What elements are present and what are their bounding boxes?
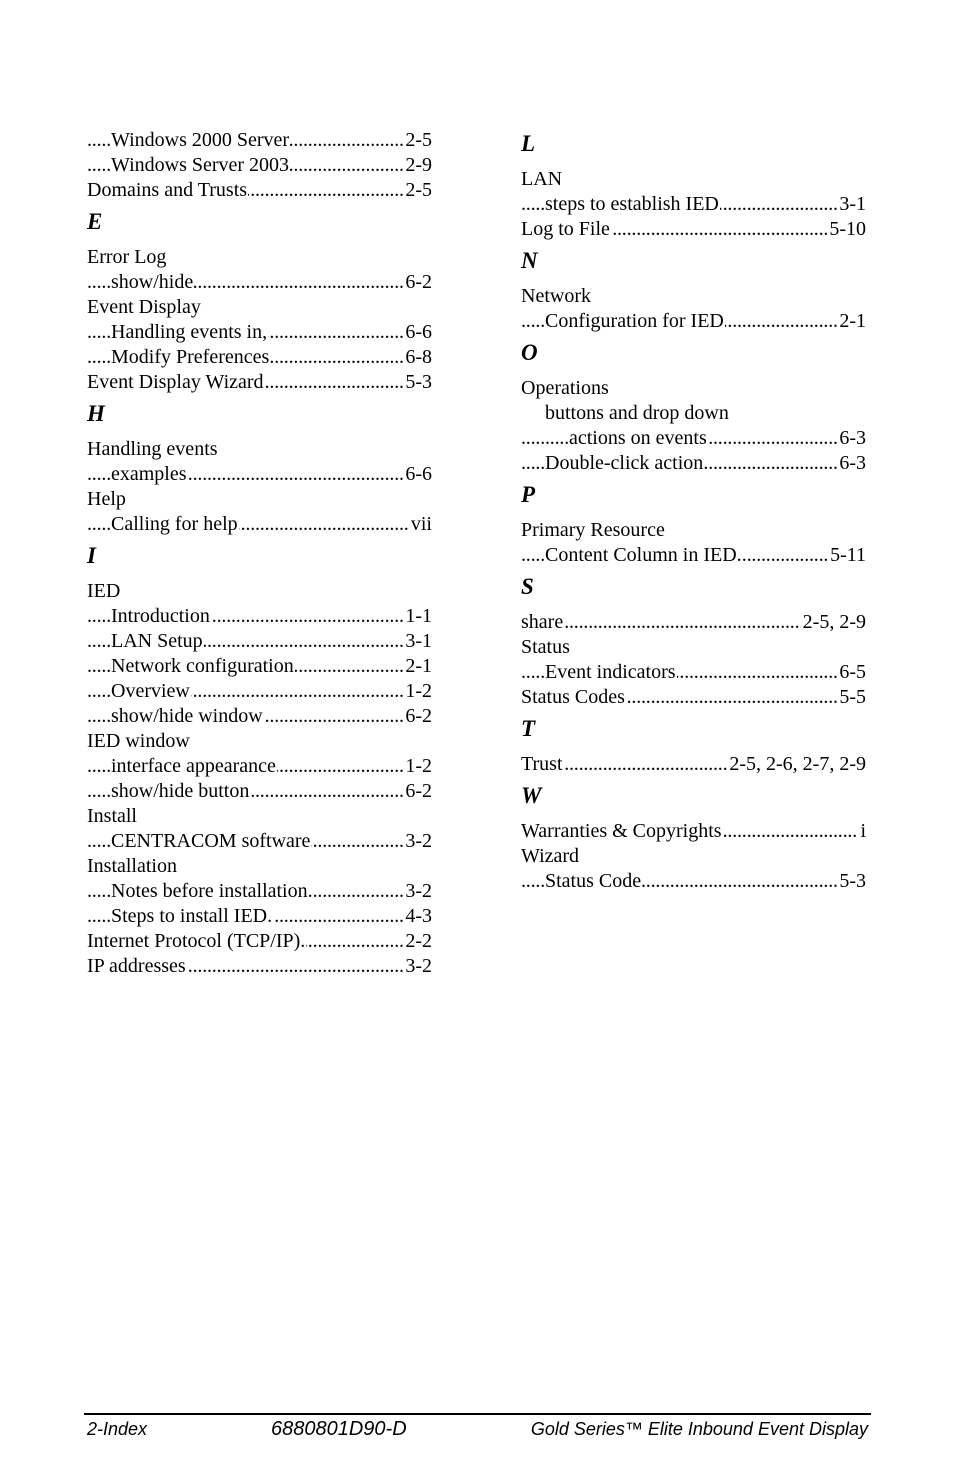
- index-entry: [521, 844, 866, 869]
- index-entry: [521, 518, 866, 543]
- index-page-ref: 2-1: [405, 655, 432, 677]
- index-entry: [521, 451, 866, 476]
- index-page-ref: 3-2: [405, 955, 432, 977]
- index-column-right: [521, 128, 866, 894]
- index-page-ref: 6-6: [405, 321, 432, 343]
- index-entry: [87, 654, 432, 679]
- index-section-letter: P: [521, 482, 536, 507]
- index-term: Event Display Wizard: [87, 371, 264, 393]
- index-term: Steps to install IED.: [111, 905, 273, 927]
- index-term: examples: [111, 463, 187, 485]
- index-section-letter: W: [521, 783, 542, 808]
- index-term: Network: [521, 285, 591, 307]
- index-entry: [87, 270, 432, 295]
- index-page-ref: 5-11: [830, 544, 866, 566]
- index-term: Wizard: [521, 845, 580, 867]
- index-page-ref: 6-2: [405, 271, 432, 293]
- index-term: LAN: [521, 168, 563, 190]
- index-term: IP addresses: [87, 955, 186, 977]
- index-entry: [87, 370, 432, 395]
- index-entry: [87, 320, 432, 345]
- index-term: Trust: [521, 753, 563, 775]
- index-entry: [87, 879, 432, 904]
- index-entry: [87, 579, 432, 604]
- index-term: Notes before installation.: [111, 880, 313, 902]
- index-page-ref: 6-6: [405, 463, 432, 485]
- index-term: Internet Protocol (TCP/IP).: [87, 930, 306, 952]
- index-page-ref: 6-5: [839, 661, 866, 683]
- index-page-ref: 2-5, 2-6, 2-7, 2-9: [729, 753, 866, 775]
- index-section-letter: N: [521, 248, 538, 273]
- index-term: show/hide window: [111, 705, 263, 727]
- index-page-ref: 3-1: [405, 630, 432, 652]
- index-entry: [87, 345, 432, 370]
- index-page-ref: 2-9: [405, 154, 432, 176]
- index-page-ref: 2-5: [405, 179, 432, 201]
- index-entry: [521, 217, 866, 242]
- index-term: Event Display: [87, 296, 201, 318]
- index-term: CENTRACOM software: [111, 830, 311, 852]
- index-entry: [87, 754, 432, 779]
- index-entry: [521, 376, 866, 401]
- index-entry: [521, 167, 866, 192]
- index-term: LAN Setup: [111, 630, 203, 652]
- index-entry: [87, 804, 432, 829]
- index-page-ref: 6-2: [405, 705, 432, 727]
- index-section-letter: I: [87, 543, 96, 568]
- index-entry: [521, 284, 866, 309]
- index-entry: [521, 685, 866, 710]
- index-page-ref: 3-2: [405, 880, 432, 902]
- index-term: Status Codes: [521, 686, 625, 708]
- footer-page-label: 2-Index: [87, 1419, 148, 1439]
- index-term: Handling events in,: [111, 321, 268, 343]
- index-term: buttons and drop down: [545, 402, 729, 424]
- index-term: Handling events: [87, 438, 218, 460]
- index-section-letter: T: [521, 716, 536, 741]
- index-entry: [87, 829, 432, 854]
- index-section-letter: O: [521, 340, 538, 365]
- index-term: Primary Resource: [521, 519, 665, 541]
- index-entry: [87, 854, 432, 879]
- index-page-ref: 1-2: [405, 680, 432, 702]
- page-footer: [84, 1413, 871, 1440]
- index-term: share: [521, 611, 564, 633]
- index-page-ref: 1-2: [405, 755, 432, 777]
- index-entry: [521, 610, 866, 635]
- index-term: Domains and Trusts: [87, 179, 248, 201]
- index-term: Warranties & Copyrights: [521, 820, 722, 842]
- index-term: show/hide: [111, 271, 194, 293]
- index-entry: [521, 819, 866, 844]
- index-page-ref: 3-1: [839, 193, 866, 215]
- index-entry: [521, 426, 866, 451]
- index-page-ref: 5-10: [829, 218, 866, 240]
- index-term: Double-click action: [545, 452, 704, 474]
- index-page-ref: 5-3: [405, 371, 432, 393]
- index-section-letter: H: [87, 401, 105, 426]
- index-entry: [521, 543, 866, 568]
- index-entry: [87, 729, 432, 754]
- index-term: Overview: [111, 680, 190, 702]
- footer-product-title: Gold Series™ Elite Inbound Event Display: [530, 1419, 868, 1439]
- index-entry: [87, 153, 432, 178]
- index-page-ref: i: [860, 820, 866, 842]
- index-entry: [87, 904, 432, 929]
- index-entry: [87, 462, 432, 487]
- index-page-ref: 5-5: [839, 686, 866, 708]
- index-entry: [521, 192, 866, 217]
- index-page-ref: 3-2: [405, 830, 432, 852]
- index-entry: [87, 512, 432, 537]
- index-page-ref: 1-1: [405, 605, 432, 627]
- index-page-ref: 6-8: [405, 346, 432, 368]
- index-section-letter: L: [521, 131, 536, 156]
- index-term: Event indicators: [545, 661, 676, 683]
- index-entry: [87, 704, 432, 729]
- index-term: Introduction: [111, 605, 210, 627]
- index-term: Network configuration: [111, 655, 294, 677]
- index-term: show/hide button: [111, 780, 250, 802]
- index-page-ref: 4-3: [405, 905, 432, 927]
- index-entry: [521, 752, 866, 777]
- index-term: Help: [87, 488, 126, 510]
- index-page-ref: 6-2: [405, 780, 432, 802]
- index-page-ref: 2-1: [839, 310, 866, 332]
- index-section-letter: E: [87, 209, 103, 234]
- index-entry: [87, 779, 432, 804]
- index-entry: [521, 660, 866, 685]
- index-term: Content Column in IED.: [545, 544, 742, 566]
- index-term: Calling for help: [111, 513, 238, 535]
- index-section-letter: S: [521, 574, 534, 599]
- index-entry: [87, 487, 432, 512]
- index-page-ref: 5-3: [839, 870, 866, 892]
- index-entry: [87, 954, 432, 979]
- index-page-ref: vii: [410, 513, 432, 535]
- index-term: Log to File: [521, 218, 610, 240]
- index-entry: [87, 929, 432, 954]
- index-term: Installation: [87, 855, 177, 877]
- index-entry: [521, 309, 866, 334]
- index-term: Windows Server 2003: [111, 154, 290, 176]
- index-entry: [87, 295, 432, 320]
- index-term: Windows 2000 Server: [111, 129, 290, 151]
- footer-document-number: 6880801D90-D: [271, 1418, 407, 1440]
- index-entry: [87, 245, 432, 270]
- index-entry: [87, 128, 432, 153]
- index-entry: [87, 679, 432, 704]
- index-entry: [521, 635, 866, 660]
- index-page-ref: 2-2: [405, 930, 432, 952]
- index-column-left: [87, 128, 432, 979]
- index-term: IED window: [87, 730, 190, 752]
- index-term: IED: [87, 580, 121, 602]
- index-entry: [87, 178, 432, 203]
- index-page-ref: 6-3: [839, 427, 866, 449]
- index-page-ref: 2-5: [405, 129, 432, 151]
- index-entry: [521, 401, 866, 426]
- index-term: Error Log: [87, 246, 167, 268]
- index-entry: [87, 629, 432, 654]
- index-term: actions on events: [569, 427, 707, 449]
- index-term: Operations: [521, 377, 609, 399]
- index-page-ref: 6-3: [839, 452, 866, 474]
- index-term: Install: [87, 805, 137, 827]
- index-term: steps to establish IED: [545, 193, 719, 215]
- index-term: Modify Preferences: [111, 346, 270, 368]
- index-term: interface appearance: [111, 755, 276, 777]
- index-entry: [87, 604, 432, 629]
- index-term: Status Code: [545, 870, 642, 892]
- index-term: Configuration for IED: [545, 310, 724, 332]
- index-term: Status: [521, 636, 570, 658]
- index-entry: [87, 437, 432, 462]
- index-entry: [521, 869, 866, 894]
- index-page-ref: 2-5, 2-9: [802, 611, 866, 633]
